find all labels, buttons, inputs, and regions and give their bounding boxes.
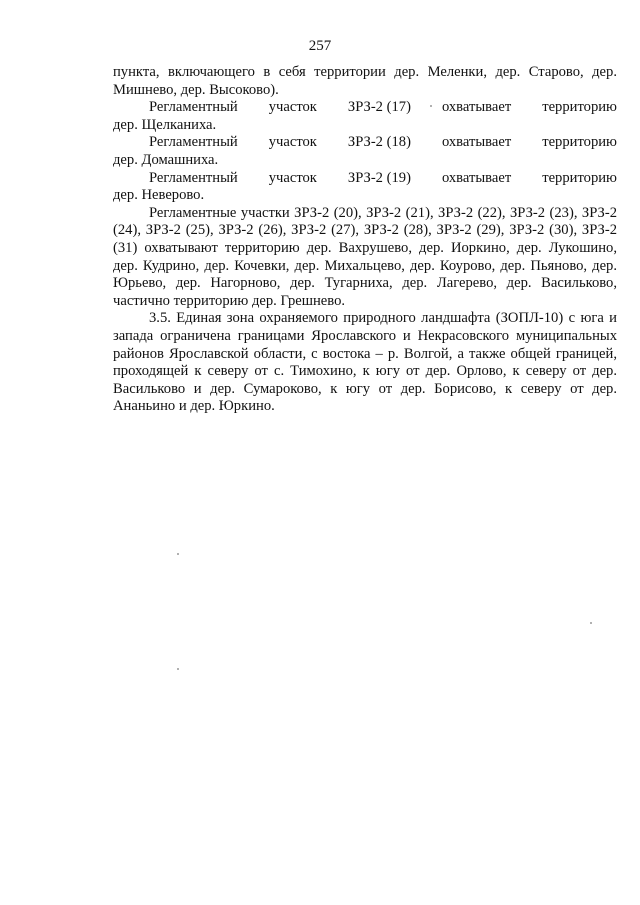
paragraph-zrz-2-17 <box>113 99 617 134</box>
word: охватывает <box>441 169 512 186</box>
word: ЗРЗ-2 (18) <box>347 134 411 151</box>
paragraph-tail: дер. Домашниха. <box>113 151 219 168</box>
word: охватывает <box>441 99 512 116</box>
paragraph-zrz-2-18 <box>113 134 617 169</box>
scan-speck <box>177 553 179 555</box>
word: Регламентный <box>149 169 238 186</box>
scan-speck <box>590 622 592 624</box>
paragraph-first-line <box>113 170 617 188</box>
document-body <box>113 64 617 416</box>
word: участок <box>268 99 317 116</box>
paragraph-zrz-2-20-31: Регламентные участки ЗРЗ-2 (20), ЗРЗ-2 (21), ЗРЗ-2 (22), ЗРЗ-2 (23), ЗРЗ-2 (24), ЗРЗ-2 (25), ЗРЗ-2 (26), ЗРЗ-2 (27), ЗРЗ-2 (28), ЗРЗ-2 (29), ЗРЗ-2 (30), ЗРЗ-2 (31) охватывают территорию дер. Вахрушево, дер. Иоркино, дер. Лукошино, дер. Кудрино, дер. Кочевки, дер. Михальцево, дер. Коурово, дер. Пьяново, дер. Юрьево, дер. Нагорново, дер. Тугарниха, дер. Лагерево, дер. Васильково, частично территорию дер. Грешнево. <box>113 204 617 309</box>
paragraph-zopl-10: 3.5. Единая зона охраняемого природного ландшафта (ЗОПЛ-10) с юга и запада ограничена границами Ярославского и Некрасовского муниципальных районов Ярославской области, с востока – р. Волгой, а также общей границей, проходящей к северу от с. Тимохино, к югу от дер. Орлово, к северу от дер. Васильково и дер. Сумароково, к югу от дер. Борисово, к северу от дер. Ананьино и дер. Юркино. <box>113 310 617 415</box>
page-number: 257 <box>308 38 332 54</box>
word: ЗРЗ-2 (19) <box>347 169 411 186</box>
word: участок <box>268 134 317 151</box>
paragraph-first-line <box>113 134 617 152</box>
word: Регламентный <box>149 99 238 116</box>
paragraph-tail: дер. Неверово. <box>113 187 205 204</box>
word: территорию <box>542 99 617 116</box>
word: ЗРЗ-2 (17) <box>347 99 411 116</box>
scan-speck <box>177 668 179 670</box>
word: охватывает <box>441 134 512 151</box>
paragraph-first-line <box>113 99 617 117</box>
paragraph-continuation: пункта, включающего в себя территории дер. Меленки, дер. Старово, дер. Мишнево, дер. Высоково). <box>113 64 617 98</box>
word: участок <box>268 169 317 186</box>
paragraph-zrz-2-19 <box>113 170 617 205</box>
scan-speck <box>430 105 432 107</box>
word: Регламентный <box>149 134 238 151</box>
paragraph-tail: дер. Щелканиха. <box>113 116 217 133</box>
word: территорию <box>542 134 617 151</box>
word: территорию <box>542 169 617 186</box>
